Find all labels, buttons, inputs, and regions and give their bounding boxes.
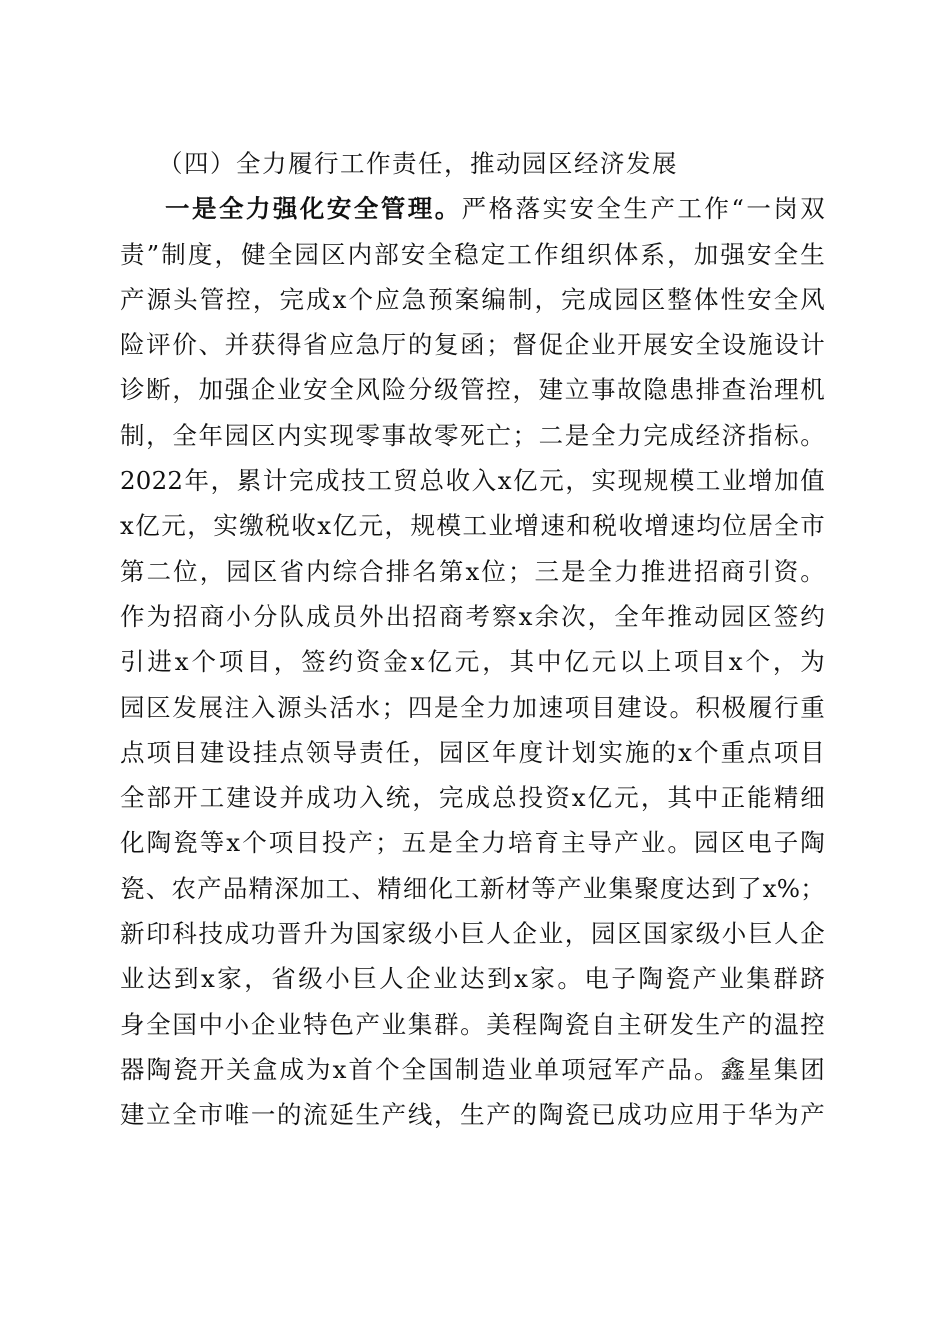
paragraph-line: 诊断，加强企业安全风险分级管控，建立事故隐患排查治理机 [120,375,825,405]
paragraph-line: 园区发展注入源头活水；四是全力加速项目建设。积极履行重 [120,692,825,722]
document-body [120,141,825,1138]
paragraph-line: 险评价、并获得省应急厅的复函；督促企业开展安全设施设计 [120,330,825,360]
paragraph-first-line [120,186,825,231]
paragraph-line: 器陶瓷开关盒成为x首个全国制造业单项冠军产品。鑫星集团 [120,1054,825,1084]
paragraph-line: 瓷、农产品精深加工、精细化工新材等产业集聚度达到了x%； [120,873,825,903]
paragraph-line: x亿元，实缴税收x亿元，规模工业增速和税收增速均位居全市 [120,511,825,541]
paragraph-line: 化陶瓷等x个项目投产；五是全力培育主导产业。园区电子陶 [120,828,825,858]
paragraph-line: 点项目建设挂点领导责任，园区年度计划实施的x个重点项目 [120,737,825,767]
paragraph-line: 引进x个项目，签约资金x亿元，其中亿元以上项目x个，为 [120,647,825,677]
paragraph-line: 建立全市唯一的流延生产线，生产的陶瓷已成功应用于华为产 [120,1100,825,1130]
paragraph-line: 第二位，园区省内综合排名第x位；三是全力推进招商引资。 [120,556,825,586]
paragraph-line: 作为招商小分队成员外出招商考察x余次，全年推动园区签约 [120,601,825,631]
section-heading: （四）全力履行工作责任，推动园区经济发展 [158,149,678,178]
paragraph-line: 产源头管控，完成x个应急预案编制，完成园区整体性安全风 [120,284,825,314]
paragraph-line: 制，全年园区内实现零事故零死亡；二是全力完成经济指标。 [120,420,825,450]
lead-phrase: 一是全力强化安全管理。 [165,194,462,224]
paragraph-line: 全部开工建设并成功入统，完成总投资x亿元，其中正能精细 [120,783,825,813]
first-line-rest: 严格落实安全生产工作“一岗双 [461,194,825,224]
paragraph-line: 责”制度，健全园区内部安全稳定工作组织体系，加强安全生 [120,239,825,269]
paragraph-line: 身全国中小企业特色产业集群。美程陶瓷自主研发生产的温控 [120,1009,825,1039]
paragraph-line: 新印科技成功晋升为国家级小巨人企业，园区国家级小巨人企 [120,919,825,949]
paragraph-line: 2022年，累计完成技工贸总收入x亿元，实现规模工业增加值 [120,466,825,496]
paragraph-line: 业达到x家，省级小巨人企业达到x家。电子陶瓷产业集群跻 [120,964,825,994]
